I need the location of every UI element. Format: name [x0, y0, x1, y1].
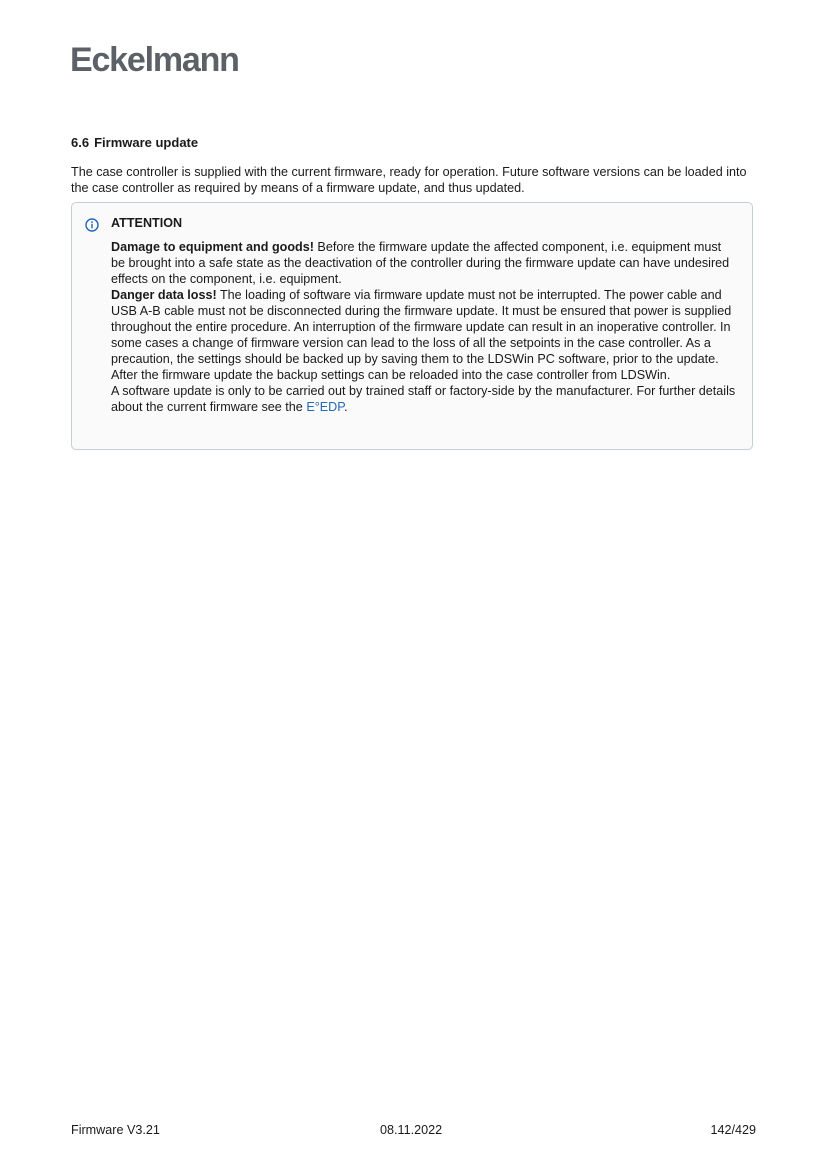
firmware-details-text: A software update is only to be carried out by trained staff or factory-side by the manufacturer. For further details about the current firmware see the: [111, 384, 736, 414]
footer-date: 08.11.2022: [380, 1123, 443, 1137]
damage-paragraph: [111, 239, 736, 287]
callout-body: [111, 239, 736, 415]
section-title-text: Firmware update: [94, 135, 199, 150]
damage-heading: Damage to equipment and goods!: [111, 240, 314, 254]
brand-logo: Eckelmann: [70, 41, 239, 79]
data-loss-paragraph: [111, 287, 736, 383]
section-number: 6.6: [71, 135, 90, 150]
section-title: [71, 134, 198, 152]
attention-callout: [71, 202, 753, 450]
firmware-details-paragraph: [111, 383, 736, 415]
footer-page-number: 142/429: [710, 1123, 756, 1137]
damage-text: Before the firmware update the affected component, i.e. equipment must be brought into a safe state as the deactivation of the controller during the firmware update can have undesired effects on the component, i.e. equipment.: [111, 240, 730, 286]
callout-title: ATTENTION: [111, 216, 183, 230]
footer-firmware-version: Firmware V3.21: [71, 1123, 160, 1137]
edp-link[interactable]: E°EDP: [306, 400, 345, 414]
section-intro: The case controller is supplied with the current firmware, ready for operation. Future software versions can be loaded into the case controller as required by means of a firmware update, and thus updated.: [71, 165, 747, 195]
firmware-details-end: .: [344, 400, 348, 414]
data-loss-text: The loading of software via firmware update must not be interrupted. The power cable and USB A-B cable must not be disconnected during the firmware update. It must be ensured that power is supplied throughout the entire procedure. An interruption of the firmware update can result in an inoperative controller. In some cases a change of firmware version can lead to the loss of all the setpoints in the case controller. As a precaution, the settings should be backed up by saving them to the LDSWin PC software, prior to the update. After the firmware update the backup settings can be reloaded into the case controller from LDSWin.: [111, 288, 732, 382]
info-icon: [85, 218, 99, 232]
data-loss-heading: Danger data loss!: [111, 288, 217, 302]
